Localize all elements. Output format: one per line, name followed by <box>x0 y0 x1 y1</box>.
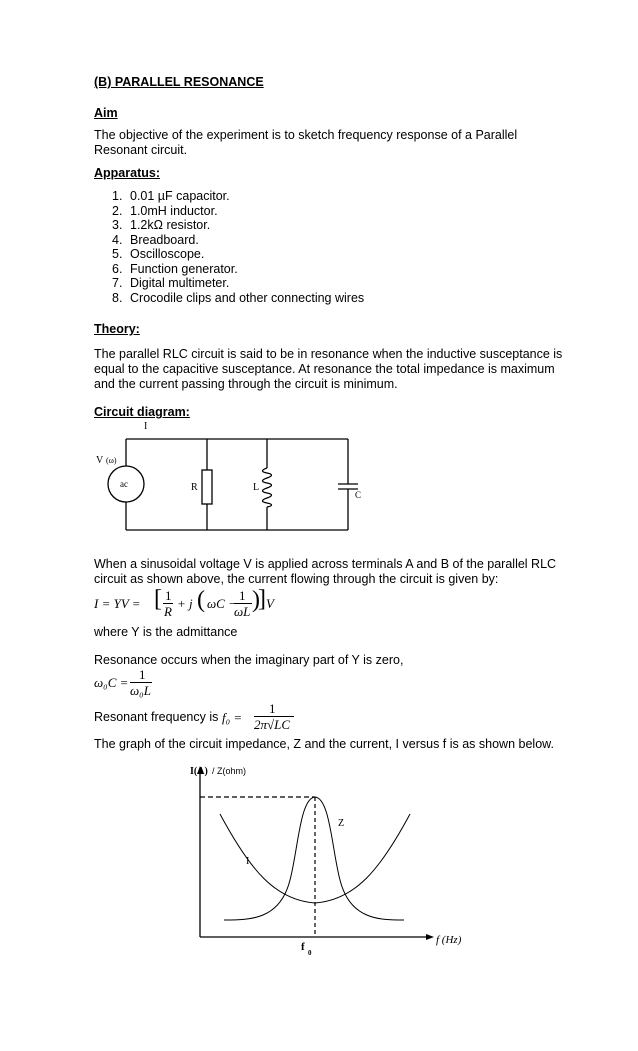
list-item: 6. Function generator. <box>112 261 238 276</box>
aim-line-1: The objective of the experiment is to sketch frequency response of a Parallel <box>94 128 518 142</box>
eq2-den: ω₀L <box>130 683 151 698</box>
label-R: R <box>191 482 198 493</box>
list-item: 7. Digital multimeter. <box>112 276 230 290</box>
eq1-mid: + j <box>177 596 193 611</box>
eq1-lhs: I = YV = <box>94 596 141 611</box>
label-L: L <box>253 482 260 493</box>
label-I: I <box>144 421 148 432</box>
resonance-condition-equation <box>94 667 184 703</box>
curve-label-z: Z <box>338 818 345 829</box>
label-C: C <box>355 490 362 500</box>
eq1-paren-open: ( <box>197 587 205 613</box>
list-item: 8. Crocodile clips and other connecting wires <box>112 290 365 305</box>
admittance-equation <box>94 588 274 624</box>
theory-line-1: The parallel RLC circuit is said to be in resonance when the inductive susceptance is <box>94 347 563 361</box>
label-omega: (ω) <box>106 456 117 465</box>
eq1-bracket-open: [ <box>154 586 162 612</box>
inductor-icon <box>263 468 272 507</box>
aim-line-2: Resonant circuit. <box>94 143 188 157</box>
eq3-lhs: f₀ = <box>222 710 243 725</box>
list-item: 2. 1.0mH inductor. <box>112 203 218 218</box>
eq3-den: 2π√LC <box>254 717 291 732</box>
theory-heading: Theory: <box>94 322 140 336</box>
list-item: 1. 0.01 µF capacitor. <box>112 189 230 203</box>
theory-line-3: and the current passing through the circuit is minimum. <box>94 377 398 391</box>
aim-heading: Aim <box>94 106 118 120</box>
apparatus-heading: Apparatus: <box>94 166 160 180</box>
circuit-heading: Circuit diagram: <box>94 405 190 419</box>
eq1-one-a: 1 <box>165 588 172 603</box>
eq3-num: 1 <box>269 701 276 716</box>
frequency-response-graph <box>180 760 480 970</box>
x-axis-arrow-icon <box>426 934 434 940</box>
admittance-note: where Y is the admittance <box>94 625 238 639</box>
x-axis-label: f (Hz) <box>436 934 462 946</box>
y-axis-label-2: / Z(ohm) <box>212 766 247 776</box>
apparatus-list <box>112 189 364 305</box>
list-item: 4. Breadboard. <box>112 232 199 247</box>
eq1-bracket-close: ] <box>258 586 266 612</box>
resonant-frequency-equation <box>222 701 302 737</box>
current-line-2: circuit as shown above, the current flowing through the circuit is given by: <box>94 572 499 586</box>
list-item: 3. 1.2kΩ resistor. <box>112 218 211 232</box>
theory-text <box>94 347 564 392</box>
aim-text <box>94 128 574 158</box>
graph-intro: The graph of the circuit impedance, Z and the current, I versus f is as shown below. <box>94 737 554 751</box>
label-ac: ac <box>120 479 128 489</box>
resonant-frequency-label: Resonant frequency is <box>94 710 219 724</box>
eq1-R: R <box>164 604 172 619</box>
resistor-icon <box>202 470 212 504</box>
current-line-1: When a sinusoidal voltage V is applied across terminals A and B of the parallel RLC <box>94 557 557 571</box>
eq1-V: V <box>266 596 274 611</box>
eq1-one-b: 1 <box>239 588 246 603</box>
eq1-wL: ωL <box>234 604 251 619</box>
eq2-num: 1 <box>139 667 146 682</box>
resonance-text: Resonance occurs when the imaginary part of Y is zero, <box>94 653 404 667</box>
section-title: (B) PARALLEL RESONANCE <box>94 75 264 89</box>
eq2-lhs: ω₀C = <box>94 675 129 690</box>
current-description <box>94 557 574 587</box>
z-curve <box>224 797 404 920</box>
f0-subscript: 0 <box>308 949 312 957</box>
y-axis-label: I(A) <box>190 766 208 777</box>
theory-line-2: equal to the capacitive susceptance. At resonance the total impedance is maximum <box>94 362 555 376</box>
eq1-wC: ωC − <box>207 596 237 611</box>
curve-label-i: I <box>246 856 250 867</box>
circuit-diagram <box>90 418 380 543</box>
f0-label: f <box>301 941 305 953</box>
eq1-paren-close: ) <box>252 587 260 613</box>
label-V: V <box>96 455 104 466</box>
list-item: 5. Oscilloscope. <box>112 247 205 261</box>
